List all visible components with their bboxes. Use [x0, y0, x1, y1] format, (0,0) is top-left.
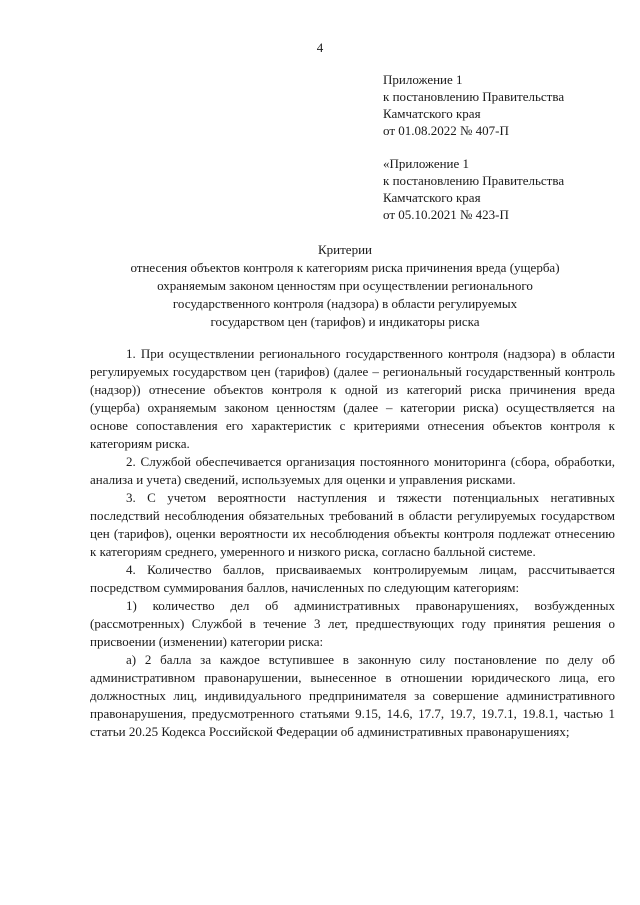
appendix-line: от 05.10.2021 № 423-П — [383, 207, 509, 222]
appendix-header-original — [383, 155, 564, 223]
title-line: охраняемым законом ценностям при осуществлении регионального — [157, 278, 533, 293]
paragraph-4-1-a: а) 2 балла за каждое вступившее в законную силу постановление по делу об административном правонарушении, вынесенное в отношении юридического лица, его должностных лиц, индивидуального предпринимателя за совершение административного правонарушения, предусмотренного статьями 9.15, 14.6, 17.7, 19.7, 19.7.1, 19.8.1, частью 1 статьи 20.25 Кодекса Российской Федерации об административных правонарушениях; — [90, 652, 615, 739]
document-title — [70, 241, 620, 331]
page-number: 4 — [316, 40, 324, 55]
title-line: государственного контроля (надзора) в области регулируемых — [172, 296, 518, 311]
paragraph-4-1: 1) количество дел об административных правонарушениях, возбужденных (рассмотренных) Службой в течение 3 лет, предшествующих году принятия решения о присвоении (изменении) категории риска: — [90, 598, 615, 649]
title-heading: Критерии — [318, 242, 372, 257]
title-line: государством цен (тарифов) и индикаторы риска — [210, 314, 480, 329]
paragraph-2: 2. Службой обеспечивается организация постоянного мониторинга (сбора, обработки, анализа и учета) сведений, используемых для оценки и управления рисками. — [90, 454, 615, 487]
appendix-line: Приложение 1 — [383, 72, 463, 87]
appendix-line: от 01.08.2022 № 407-П — [383, 123, 509, 138]
appendix-line: «Приложение 1 — [383, 156, 470, 171]
appendix-line: Камчатского края — [383, 190, 481, 205]
appendix-line: к постановлению Правительства — [383, 173, 565, 188]
paragraph-4: 4. Количество баллов, присваиваемых контролируемым лицам, рассчитывается посредством суммирования баллов, начисленных по следующим категориям: — [90, 562, 615, 595]
appendix-line: к постановлению Правительства — [383, 89, 565, 104]
appendix-line: Камчатского края — [383, 106, 481, 121]
appendix-header-current — [383, 71, 564, 139]
title-line: отнесения объектов контроля к категориям риска причинения вреда (ущерба) — [130, 260, 560, 275]
document-body — [90, 345, 615, 741]
paragraph-3: 3. С учетом вероятности наступления и тяжести потенциальных негативных последствий несоблюдения обязательных требований в области регулируемых государством цен (тарифов), оценки вероятности их несоблюдения объекты контроля подлежат отнесению к категориям среднего, умеренного и низкого риска, согласно балльной системе. — [90, 490, 615, 559]
paragraph-1: 1. При осуществлении регионального государственного контроля (надзора) в области регулируемых государством цен (тарифов) (далее – региональный государственный контроль (надзор)) отнесение объектов контроля к одной из категорий риска причинения вреда (ущерба) охраняемым законом ценностям (далее – категории риска) осуществляется на основе сопоставления его характеристик с критериями отнесения объектов контроля к категориям риска. — [90, 346, 615, 451]
